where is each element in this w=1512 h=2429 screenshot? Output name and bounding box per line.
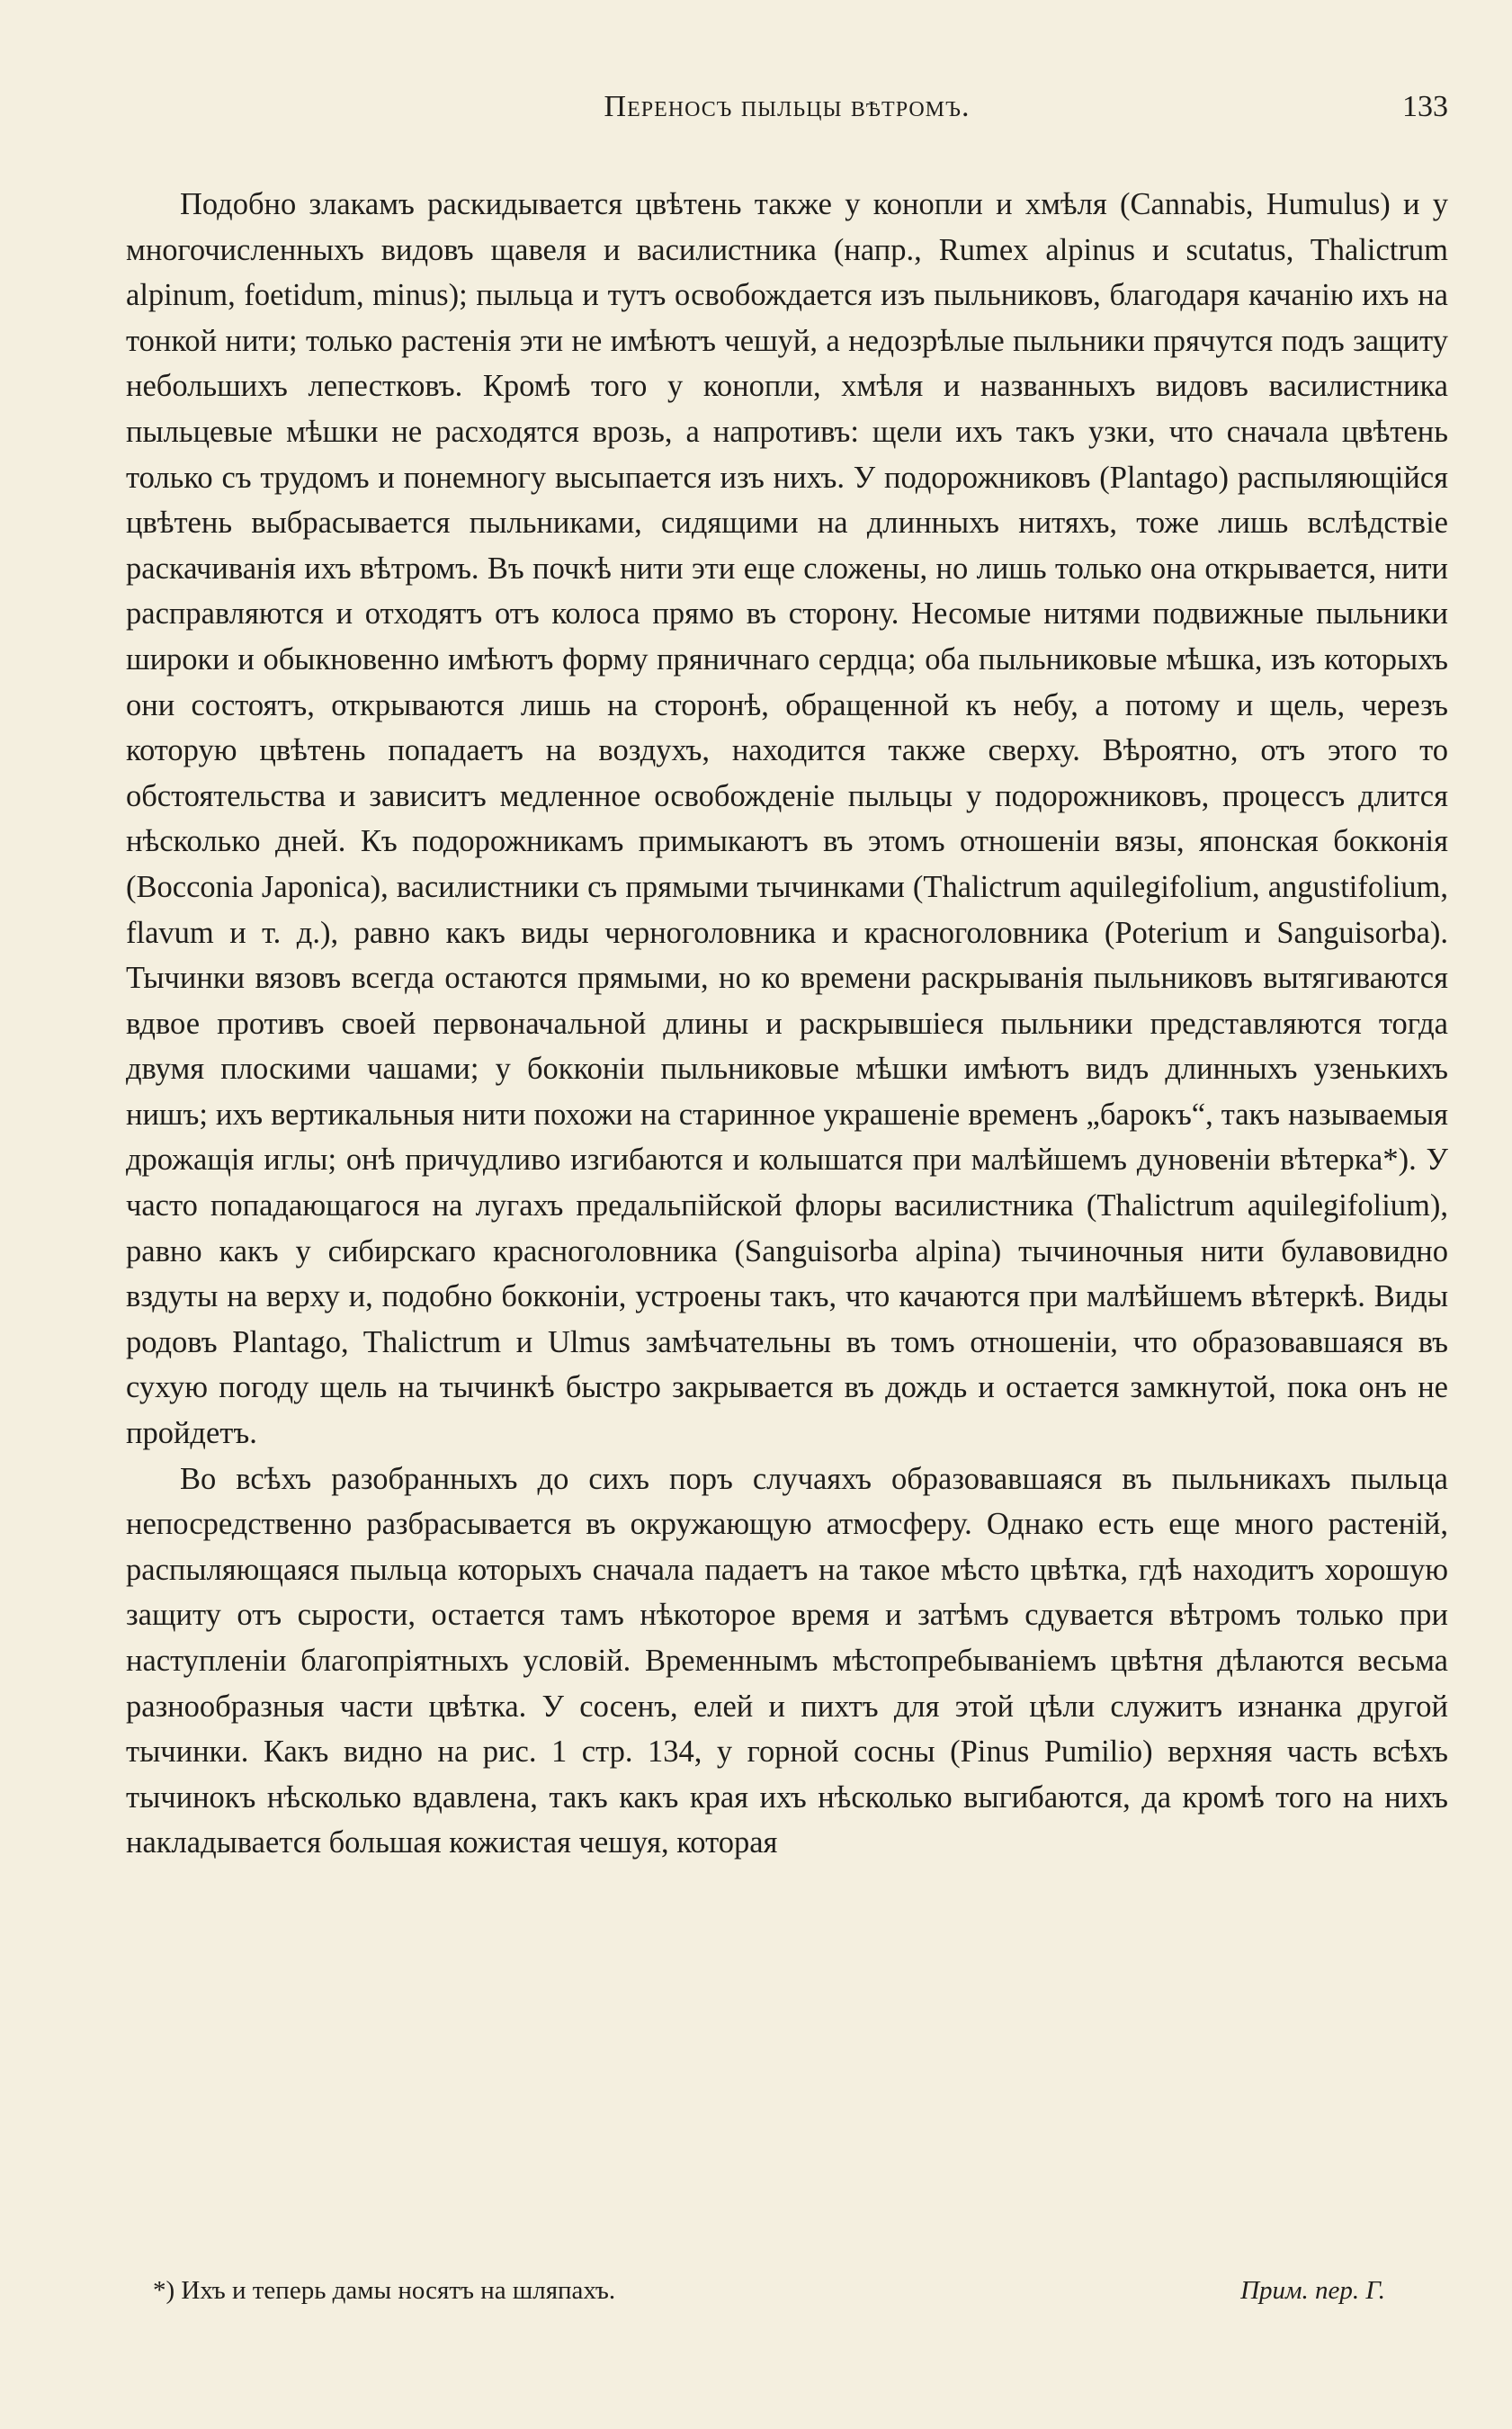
footnote xyxy=(126,2276,1448,2321)
body-text xyxy=(126,182,1448,1866)
chapter-running-title: Переносъ пыльцы вѣтромъ. xyxy=(604,90,971,123)
paragraph-1: Подобно злакамъ раскидывается цвѣтень также у конопли и хмѣля (Cannabis, Humulus) и у многочисленныхъ видовъ щавеля и василистника (напр., Rumex alpinus и scutatus, Thalictrum alpinum, foetidum, minus); пыльца и тутъ освобождается изъ пыльниковъ, благодаря качанію ихъ на тонкой нити; только растенія эти не имѣютъ чешуй, а недозрѣлые пыльники прячутся подъ защиту небольшихъ лепестковъ. Кромѣ того у конопли, хмѣля и названныхъ видовъ василистника пыльцевые мѣшки не расходятся врозь, а напротивъ: щели ихъ такъ узки, что сначала цвѣтень только съ трудомъ и понемногу высыпается изъ нихъ. У подорожниковъ (Plantago) распыляющійся цвѣтень выбрасывается пыльниками, сидящими на длинныхъ нитяхъ, тоже лишь вслѣдствіе раскачиванія ихъ вѣтромъ. Въ почкѣ нити эти еще сложены, но лишь только она открывается, нити расправляются и отходятъ отъ колоса прямо въ сторону. Несомые нитями подвижные пыльники широки и обыкновенно имѣютъ форму пряничнаго сердца; оба пыльниковые мѣшка, изъ которыхъ они состоятъ, открываются лишь на сторонѣ, обращенной къ небу, а потому и щель, черезъ которую цвѣтень попадаетъ на воздухъ, находится также сверху. Вѣроятно, отъ этого то обстоятельства и зависитъ медленное освобожденіе пыльцы у подорожниковъ, процессъ длится нѣсколько дней. Къ подорожникамъ примыкаютъ въ этомъ отношеніи вязы, японская бокконія (Bocconia Japonica), василистники съ прямыми тычинками (Thalictrum aquilegifolium, angustifolium, flavum и т. д.), равно какъ виды черноголовника и красноголовника (Poterium и Sanguisorba). Тычинки вязовъ всегда остаются прямыми, но ко времени раскрыванія пыльниковъ вытягиваются вдвое противъ своей первоначальной длины и раскрывшіеся пыльники представляются тогда двумя плоскими чашами; у бокконіи пыльниковые мѣшки имѣютъ видъ длинныхъ узенькихъ нишъ; ихъ вертикальныя нити похожи на старинное украшеніе временъ „барокъ“, такъ называемыя дрожащія иглы; онѣ причудливо изгибаются и колышатся при малѣйшемъ дуновеніи вѣтерка*). У часто попадающагося на лугахъ предальпійской флоры василистника (Thalictrum aquilegifolium), равно какъ у сибирскаго красноголовника (Sanguisorba alpina) тычиночныя нити булавовидно вздуты на верху и, подобно бокконіи, устроены такъ, что качаются при малѣйшемъ вѣтеркѣ. Виды родовъ Plantago, Thalictrum и Ulmus замѣчательны въ томъ отношеніи, что образовавшаяся въ сухую погоду щель на тычинкѣ быстро закрывается въ дождь и остается замкнутой, пока онъ не пройдетъ. xyxy=(126,187,1448,1451)
paragraph-2: Во всѣхъ разобранныхъ до сихъ поръ случаяхъ образовавшаяся въ пыльникахъ пыльца непосредственно разбрасывается въ окружающую атмосферу. Однако есть еще много растеній, распыляющаяся пыльца которыхъ сначала падаетъ на такое мѣсто цвѣтка, гдѣ находитъ хорошую защиту отъ сырости, остается тамъ нѣкоторое время и затѣмъ сдувается вѣтромъ только при наступленіи благопріятныхъ условій. Временнымъ мѣстопребываніемъ цвѣтня дѣлаются весьма разнообразныя части цвѣтка. У сосенъ, елей и пихтъ для этой цѣли служитъ изнанка другой тычинки. Какъ видно на рис. 1 стр. 134, у горной сосны (Pinus Pumilio) верхняя часть всѣхъ тычинокъ нѣсколько вдавлена, такъ какъ края ихъ нѣсколько выгибаются, да кромѣ того на нихъ накладывается большая кожистая чешуя, которая xyxy=(126,1461,1448,1860)
running-header xyxy=(126,90,1448,144)
page-number: 133 xyxy=(1402,90,1448,123)
footnote-text: *) Ихъ и теперь дамы носятъ на шляпахъ. xyxy=(153,2276,616,2305)
footnote-credit: Прим. пер. Г. xyxy=(1240,2276,1385,2305)
